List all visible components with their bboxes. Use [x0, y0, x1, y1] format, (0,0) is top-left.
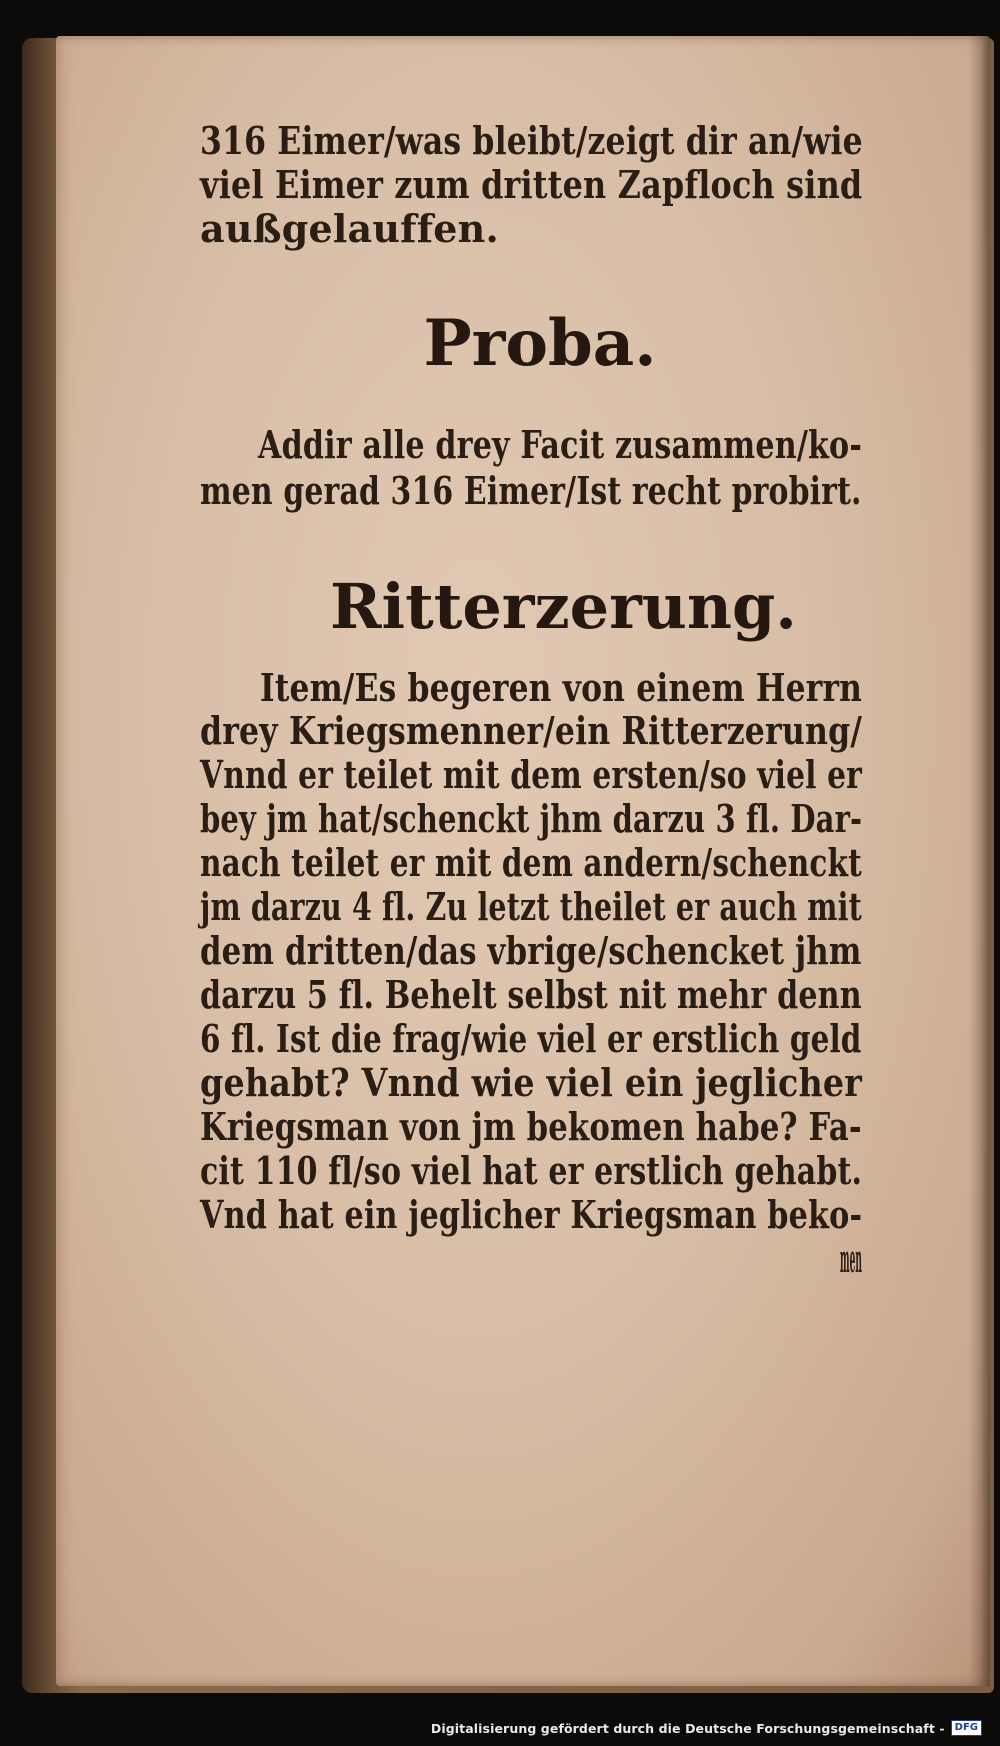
- ritter-line-13: Vnd hat ein jeglicher Kriegsman beko-: [200, 1192, 863, 1237]
- ritter-line-10: gehabt? Vnnd wie viel ein jeglicher: [200, 1060, 863, 1105]
- catchword: men: [840, 1236, 862, 1281]
- ritter-line-2: drey Kriegsmenner/ein Ritterzerung/: [200, 708, 863, 753]
- ritter-line-1: Item/Es begeren von einem Herrn: [260, 665, 863, 710]
- ritterzerung-heading: Ritterzerung.: [330, 570, 797, 643]
- ritter-line-7: dem dritten/das vbrige/schencket jhm: [200, 928, 862, 973]
- proba-line-1: Addir alle drey Facit zusammen/ko-: [258, 422, 863, 467]
- ritter-line-11: Kriegsman von jm bekomen habe? Fa-: [200, 1104, 862, 1149]
- digitization-credit: [431, 1718, 982, 1738]
- dfg-logo: DFG: [951, 1720, 982, 1736]
- top-line-1: 316 Eimer/was bleibt/zeigt dir an/wie: [200, 118, 863, 163]
- ritter-line-5: nach teilet er mit dem andern/schenckt: [200, 840, 862, 885]
- ritter-line-6: jm darzu 4 fl. Zu letzt theilet er auch mit: [200, 884, 862, 929]
- ritter-line-9: 6 fl. Ist die frag/wie viel er erstlich geld: [200, 1016, 862, 1061]
- top-line-3: außgelauffen.: [200, 206, 499, 251]
- ritter-line-12: cit 110 fl/so viel hat er erstlich gehabt.: [200, 1148, 863, 1193]
- ritter-line-4: bey jm hat/schenckt jhm darzu 3 fl. Dar-: [200, 796, 863, 841]
- proba-line-2: men gerad 316 Eimer/Ist recht probirt.: [200, 468, 862, 513]
- ritter-line-3: Vnnd er teilet mit dem ersten/so viel er: [200, 752, 862, 797]
- ritter-line-8: darzu 5 fl. Behelt selbst nit mehr denn: [200, 972, 862, 1017]
- credit-text: Digitalisierung gefördert durch die Deutsche Forschungsgemeinschaft -: [430, 1720, 945, 1736]
- top-line-2: viel Eimer zum dritten Zapfloch sind: [200, 162, 863, 207]
- proba-heading: Proba.: [423, 306, 657, 381]
